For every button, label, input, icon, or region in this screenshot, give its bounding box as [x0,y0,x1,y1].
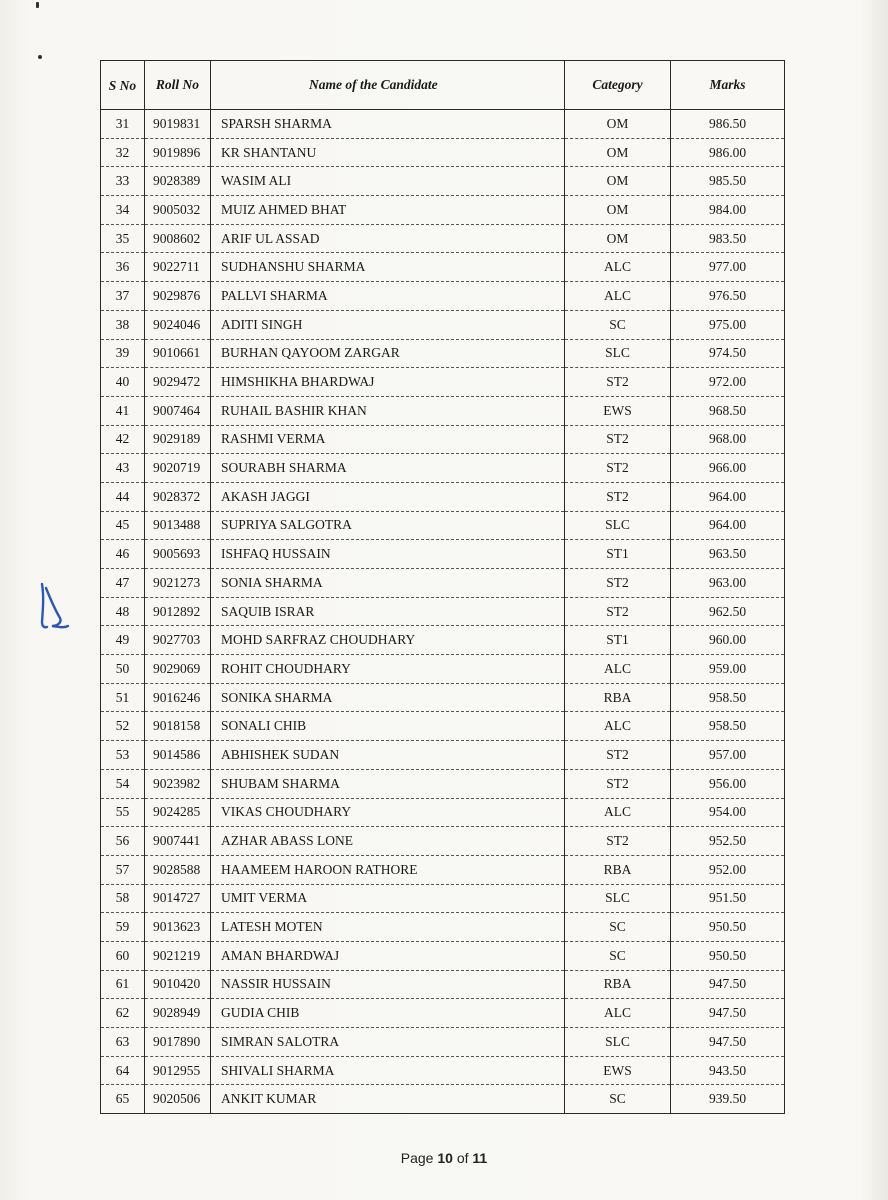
cell-roll-no: 9016246 [145,683,211,712]
cell-sno: 58 [101,884,145,913]
table-row [101,884,785,913]
cell-roll-no: 9023982 [145,769,211,798]
cell-category: ST2 [565,425,671,454]
cell-sno: 47 [101,569,145,598]
table-row [101,540,785,569]
table-row [101,741,785,770]
cell-marks: 964.00 [671,511,785,540]
cell-sno: 51 [101,683,145,712]
table-row [101,167,785,196]
cell-roll-no: 9018158 [145,712,211,741]
cell-roll-no: 9028389 [145,167,211,196]
cell-category: ALC [565,253,671,282]
cell-sno: 61 [101,970,145,999]
cell-roll-no: 9029472 [145,368,211,397]
table-row [101,224,785,253]
cell-category: RBA [565,855,671,884]
table-row [101,482,785,511]
cell-candidate-name: SONIKA SHARMA [211,683,565,712]
cell-sno: 48 [101,597,145,626]
cell-roll-no: 9027703 [145,626,211,655]
cell-roll-no: 9014586 [145,741,211,770]
header-category: Category [565,61,671,110]
cell-sno: 55 [101,798,145,827]
cell-candidate-name: ROHIT CHOUDHARY [211,655,565,684]
cell-candidate-name: RUHAIL BASHIR KHAN [211,396,565,425]
cell-marks: 968.50 [671,396,785,425]
cell-candidate-name: SPARSH SHARMA [211,110,565,139]
cell-candidate-name: ABHISHEK SUDAN [211,741,565,770]
cell-category: ST2 [565,597,671,626]
cell-roll-no: 9019896 [145,138,211,167]
cell-sno: 38 [101,310,145,339]
table-row [101,999,785,1028]
table-row [101,683,785,712]
cell-sno: 44 [101,482,145,511]
cell-candidate-name: SHUBAM SHARMA [211,769,565,798]
cell-roll-no: 9029876 [145,282,211,311]
cell-candidate-name: SHIVALI SHARMA [211,1056,565,1085]
table-row [101,454,785,483]
cell-sno: 34 [101,196,145,225]
cell-marks: 959.00 [671,655,785,684]
cell-candidate-name: SOURABH SHARMA [211,454,565,483]
cell-marks: 963.50 [671,540,785,569]
cell-candidate-name: RASHMI VERMA [211,425,565,454]
cell-roll-no: 9028588 [145,855,211,884]
cell-candidate-name: SUPRIYA SALGOTRA [211,511,565,540]
cell-roll-no: 9019831 [145,110,211,139]
cell-roll-no: 9013623 [145,913,211,942]
cell-sno: 40 [101,368,145,397]
cell-category: SC [565,1085,671,1114]
table-row [101,110,785,139]
cell-category: OM [565,138,671,167]
cell-candidate-name: ANKIT KUMAR [211,1085,565,1114]
cell-category: ALC [565,798,671,827]
table-row [101,368,785,397]
table-row [101,253,785,282]
cell-sno: 31 [101,110,145,139]
cell-marks: 963.00 [671,569,785,598]
cell-candidate-name: LATESH MOTEN [211,913,565,942]
cell-roll-no: 9012892 [145,597,211,626]
cell-category: EWS [565,396,671,425]
cell-category: SC [565,941,671,970]
scan-speck [36,2,39,8]
table-row [101,396,785,425]
table-row [101,282,785,311]
cell-sno: 35 [101,224,145,253]
page-of-label: of [456,1150,469,1166]
handwritten-pen-mark [34,578,74,634]
cell-roll-no: 9007464 [145,396,211,425]
cell-candidate-name: PALLVI SHARMA [211,282,565,311]
cell-roll-no: 9005032 [145,196,211,225]
cell-roll-no: 9017890 [145,1028,211,1057]
table-header-row [101,61,785,110]
cell-category: SLC [565,339,671,368]
cell-category: EWS [565,1056,671,1085]
cell-category: ST2 [565,741,671,770]
table-row [101,1085,785,1114]
cell-category: ALC [565,655,671,684]
cell-candidate-name: HIMSHIKHA BHARDWAJ [211,368,565,397]
table-row [101,712,785,741]
cell-roll-no: 9029189 [145,425,211,454]
cell-marks: 986.50 [671,110,785,139]
cell-category: ST2 [565,827,671,856]
header-candidate-name: Name of the Candidate [211,61,565,110]
cell-candidate-name: NASSIR HUSSAIN [211,970,565,999]
cell-candidate-name: GUDIA CHIB [211,999,565,1028]
cell-marks: 976.50 [671,282,785,311]
cell-marks: 974.50 [671,339,785,368]
cell-roll-no: 9007441 [145,827,211,856]
cell-marks: 964.00 [671,482,785,511]
cell-marks: 952.00 [671,855,785,884]
cell-marks: 984.00 [671,196,785,225]
cell-roll-no: 9005693 [145,540,211,569]
cell-roll-no: 9013488 [145,511,211,540]
cell-sno: 37 [101,282,145,311]
cell-candidate-name: VIKAS CHOUDHARY [211,798,565,827]
cell-roll-no: 9028949 [145,999,211,1028]
cell-roll-no: 9021273 [145,569,211,598]
cell-category: SLC [565,511,671,540]
cell-category: ST2 [565,368,671,397]
cell-candidate-name: MUIZ AHMED BHAT [211,196,565,225]
cell-roll-no: 9021219 [145,941,211,970]
cell-candidate-name: AMAN BHARDWAJ [211,941,565,970]
cell-sno: 36 [101,253,145,282]
cell-category: ST1 [565,626,671,655]
cell-category: OM [565,196,671,225]
cell-sno: 64 [101,1056,145,1085]
cell-category: ST2 [565,454,671,483]
cell-marks: 958.50 [671,712,785,741]
cell-marks: 952.50 [671,827,785,856]
table-row [101,855,785,884]
cell-sno: 65 [101,1085,145,1114]
cell-marks: 939.50 [671,1085,785,1114]
cell-category: ALC [565,282,671,311]
cell-candidate-name: BURHAN QAYOOM ZARGAR [211,339,565,368]
cell-sno: 43 [101,454,145,483]
cell-category: SLC [565,1028,671,1057]
results-table-wrapper [100,60,784,1114]
cell-marks: 951.50 [671,884,785,913]
cell-marks: 972.00 [671,368,785,397]
header-roll-no: Roll No [145,61,211,110]
cell-roll-no: 9020506 [145,1085,211,1114]
cell-marks: 968.00 [671,425,785,454]
cell-category: ST2 [565,569,671,598]
cell-marks: 960.00 [671,626,785,655]
cell-marks: 947.50 [671,1028,785,1057]
cell-marks: 986.00 [671,138,785,167]
cell-candidate-name: UMIT VERMA [211,884,565,913]
cell-roll-no: 9024046 [145,310,211,339]
cell-sno: 45 [101,511,145,540]
table-row [101,597,785,626]
cell-candidate-name: SONALI CHIB [211,712,565,741]
table-row [101,941,785,970]
cell-marks: 966.00 [671,454,785,483]
cell-sno: 62 [101,999,145,1028]
cell-marks: 957.00 [671,741,785,770]
cell-category: ST2 [565,482,671,511]
cell-category: ALC [565,999,671,1028]
cell-sno: 56 [101,827,145,856]
table-row [101,655,785,684]
cell-candidate-name: AKASH JAGGI [211,482,565,511]
cell-candidate-name: MOHD SARFRAZ CHOUDHARY [211,626,565,655]
cell-sno: 41 [101,396,145,425]
table-row [101,138,785,167]
header-marks: Marks [671,61,785,110]
table-row [101,569,785,598]
cell-marks: 962.50 [671,597,785,626]
cell-sno: 54 [101,769,145,798]
cell-marks: 958.50 [671,683,785,712]
cell-roll-no: 9029069 [145,655,211,684]
cell-roll-no: 9014727 [145,884,211,913]
table-row [101,626,785,655]
cell-category: SC [565,913,671,942]
page-footer [0,1150,888,1166]
cell-roll-no: 9020719 [145,454,211,483]
table-row [101,798,785,827]
header-sno: S No [101,61,145,110]
cell-roll-no: 9010420 [145,970,211,999]
cell-roll-no: 9012955 [145,1056,211,1085]
cell-marks: 947.50 [671,970,785,999]
table-row [101,827,785,856]
page-label: Page [400,1150,434,1166]
cell-category: SLC [565,884,671,913]
cell-sno: 53 [101,741,145,770]
table-row [101,1028,785,1057]
cell-category: RBA [565,683,671,712]
table-row [101,339,785,368]
cell-category: ALC [565,712,671,741]
table-row [101,1056,785,1085]
cell-category: ST1 [565,540,671,569]
cell-candidate-name: ARIF UL ASSAD [211,224,565,253]
cell-marks: 956.00 [671,769,785,798]
cell-category: ST2 [565,769,671,798]
table-row [101,310,785,339]
cell-roll-no: 9024285 [145,798,211,827]
cell-sno: 49 [101,626,145,655]
cell-marks: 977.00 [671,253,785,282]
cell-roll-no: 9010661 [145,339,211,368]
cell-candidate-name: HAAMEEM HAROON RATHORE [211,855,565,884]
cell-roll-no: 9028372 [145,482,211,511]
cell-candidate-name: AZHAR ABASS LONE [211,827,565,856]
cell-marks: 947.50 [671,999,785,1028]
cell-candidate-name: KR SHANTANU [211,138,565,167]
cell-candidate-name: SIMRAN SALOTRA [211,1028,565,1057]
cell-marks: 943.50 [671,1056,785,1085]
cell-sno: 32 [101,138,145,167]
cell-category: OM [565,224,671,253]
cell-sno: 42 [101,425,145,454]
cell-candidate-name: ISHFAQ HUSSAIN [211,540,565,569]
results-table [100,60,785,1114]
cell-marks: 954.00 [671,798,785,827]
table-row [101,970,785,999]
cell-marks: 950.50 [671,941,785,970]
table-row [101,769,785,798]
table-row [101,511,785,540]
table-row [101,913,785,942]
cell-sno: 50 [101,655,145,684]
page-current: 10 [437,1150,453,1166]
cell-sno: 46 [101,540,145,569]
cell-category: OM [565,110,671,139]
scan-speck [38,55,42,59]
cell-category: OM [565,167,671,196]
cell-sno: 60 [101,941,145,970]
cell-candidate-name: WASIM ALI [211,167,565,196]
cell-marks: 985.50 [671,167,785,196]
cell-marks: 950.50 [671,913,785,942]
page-total: 11 [472,1150,488,1166]
cell-candidate-name: ADITI SINGH [211,310,565,339]
cell-marks: 975.00 [671,310,785,339]
cell-sno: 39 [101,339,145,368]
table-row [101,425,785,454]
table-row [101,196,785,225]
cell-candidate-name: SONIA SHARMA [211,569,565,598]
cell-roll-no: 9022711 [145,253,211,282]
cell-candidate-name: SAQUIB ISRAR [211,597,565,626]
cell-candidate-name: SUDHANSHU SHARMA [211,253,565,282]
cell-sno: 33 [101,167,145,196]
cell-sno: 63 [101,1028,145,1057]
cell-category: SC [565,310,671,339]
cell-roll-no: 9008602 [145,224,211,253]
cell-sno: 57 [101,855,145,884]
cell-sno: 59 [101,913,145,942]
cell-sno: 52 [101,712,145,741]
cell-marks: 983.50 [671,224,785,253]
cell-category: RBA [565,970,671,999]
